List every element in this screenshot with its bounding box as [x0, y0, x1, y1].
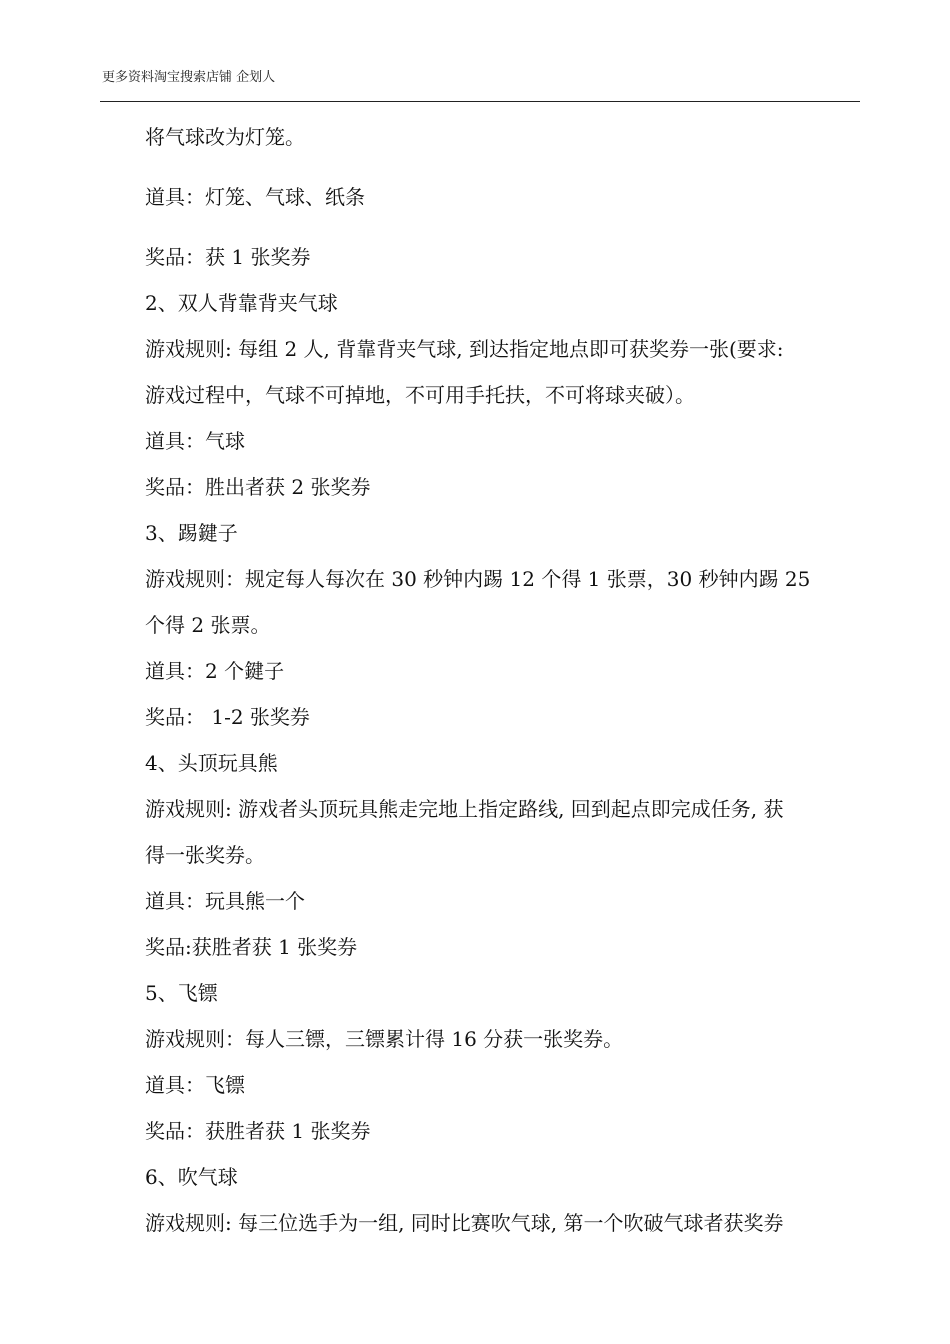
section-heading: 3、踢鍵子 [145, 521, 238, 545]
paragraph-line: 将气球改为灯笼。 [145, 125, 305, 149]
page-header: 更多资料淘宝搜索店铺 企划人 [102, 70, 276, 85]
props-line: 道具：灯笼、气球、纸条 [145, 185, 365, 209]
rules-line: 游戏过程中，气球不可掉地，不可用手托扶，不可将球夹破）。 [145, 383, 695, 407]
prize-line: 奖品:获胜者获 1 张奖券 [145, 935, 358, 959]
rules-line: 游戏规则: 每组 2 人, 背靠背夹气球, 到达指定地点即可获奖券一张(要求: [145, 337, 784, 361]
props-line: 道具：气球 [145, 429, 245, 453]
prize-line: 奖品： 1-2 张奖券 [145, 705, 310, 729]
prize-line: 奖品：获 1 张奖券 [145, 245, 311, 269]
rules-line: 游戏规则：规定每人每次在 30 秒钟内踢 12 个得 1 张票，30 秒钟内踢 25 [145, 567, 811, 591]
rules-line: 游戏规则: 游戏者头顶玩具熊走完地上指定路线, 回到起点即完成任务, 获 [145, 797, 784, 821]
props-line: 道具：玩具熊一个 [145, 889, 305, 913]
section-heading: 6、吹气球 [145, 1165, 238, 1189]
section-heading: 2、双人背靠背夹气球 [145, 291, 338, 315]
props-line: 道具：2 个鍵子 [145, 659, 285, 683]
rules-line: 游戏规则: 每三位选手为一组, 同时比赛吹气球, 第一个吹破气球者获奖券 [145, 1211, 784, 1235]
section-heading: 5、飞镖 [145, 981, 218, 1005]
document-body [145, 114, 860, 1246]
rules-line: 游戏规则：每人三镖，三镖累计得 16 分获一张奖券。 [145, 1027, 624, 1051]
header-divider [100, 101, 860, 102]
prize-line: 奖品：胜出者获 2 张奖券 [145, 475, 371, 499]
props-line: 道具：飞镖 [145, 1073, 245, 1097]
rules-line: 得一张奖券。 [145, 843, 265, 867]
section-heading: 4、头顶玩具熊 [145, 751, 278, 775]
rules-line: 个得 2 张票。 [145, 613, 271, 637]
prize-line: 奖品：获胜者获 1 张奖券 [145, 1119, 371, 1143]
